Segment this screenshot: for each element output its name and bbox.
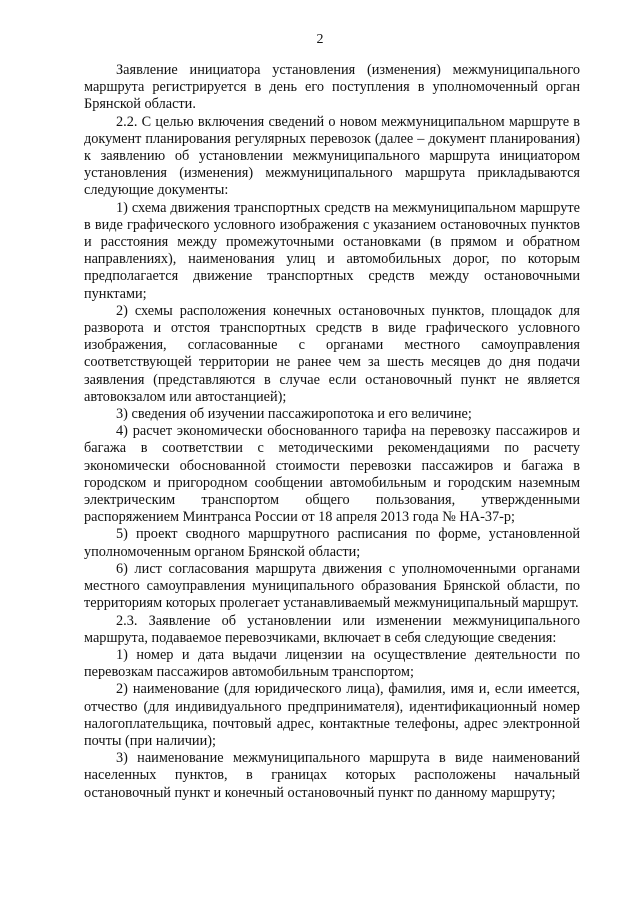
paragraph-2-2: 2.2. С целью включения сведений о новом межмуниципальном маршруте в документ планирования регулярных перевозок (далее – документ планирования) к заявлению об установлении межмуниципального маршрута инициатором установления (изменения) межмуниципального маршрута прикладываются следующие документы: <box>84 113 580 199</box>
page-number: 2 <box>316 32 324 47</box>
paragraph-2-3-item-3: 3) наименование межмуниципального маршрута в виде наименований населенных пунктов, в границах которых расположены начальный остановочный пункт и конечный остановочный пункт по данному маршруту; <box>84 750 580 801</box>
paragraph-2-2-item-4: 4) расчет экономически обоснованного тарифа на перевозку пассажиров и багажа в соответствии с методическими рекомендациями по расчету экономически обоснованной стоимости перевозки пассажиров и багажа в городском и пригородном сообщении автомобильным и городским наземным электрическим транспортом общего пользования, утвержденными распоряжением Минтранса России от 18 апреля 2013 года № НА-37-р; <box>84 423 580 526</box>
paragraph-2-2-item-6: 6) лист согласования маршрута движения с уполномоченными органами местного самоуправления муниципального образования Брянской области, по территориям которых пролегает устанавливаемый межмуниципальный маршрут. <box>84 560 580 612</box>
paragraph-2-2-item-2: 2) схемы расположения конечных остановочных пунктов, площадок для разворота и отстоя транспортных средств в виде графического условного изображения, согласованные с органами местного самоуправления соответствующей территории не ранее чем за шесть месяцев до дня подачи заявления (представляются в случае если остановочный пункт не является автовокзалом или автостанцией); <box>84 302 580 405</box>
paragraph-2-2-item-3: 3) сведения об изучении пассажиропотока и его величине; <box>116 406 472 423</box>
paragraph-2-3-item-1: 1) номер и дата выдачи лицензии на осуществление деятельности по перевозкам пассажиров автомобильным транспортом; <box>84 646 580 681</box>
paragraph-registration: Заявление инициатора установления (изменения) межмуниципального маршрута регистрируется в день его поступления в уполномоченный орган Брянской области. <box>84 62 580 113</box>
paragraph-2-3-item-2: 2) наименование (для юридического лица), фамилия, имя и, если имеется, отчество (для индивидуального предпринимателя), идентификационный номер налогоплательщика, почтовый адрес, контактные телефоны, адрес электронной почты (при наличии); <box>84 681 580 749</box>
paragraph-2-3: 2.3. Заявление об установлении или изменении межмуниципального маршрута, подаваемое перевозчиками, включает в себя следующие сведения: <box>84 612 580 646</box>
paragraph-2-2-item-1: 1) схема движения транспортных средств на межмуниципальном маршруте в виде графического условного изображения с указанием остановочных пунктов и расстояния между промежуточными остановками (в прямом и обратном направлениях), наименования улиц и автомобильных дорог, по которым предполагается движение транспортных средств между остановочными пунктами; <box>84 199 580 302</box>
document-body <box>84 62 580 802</box>
paragraph-2-2-item-5: 5) проект сводного маршрутного расписания по форме, установленной уполномоченным органом Брянской области; <box>84 526 580 560</box>
